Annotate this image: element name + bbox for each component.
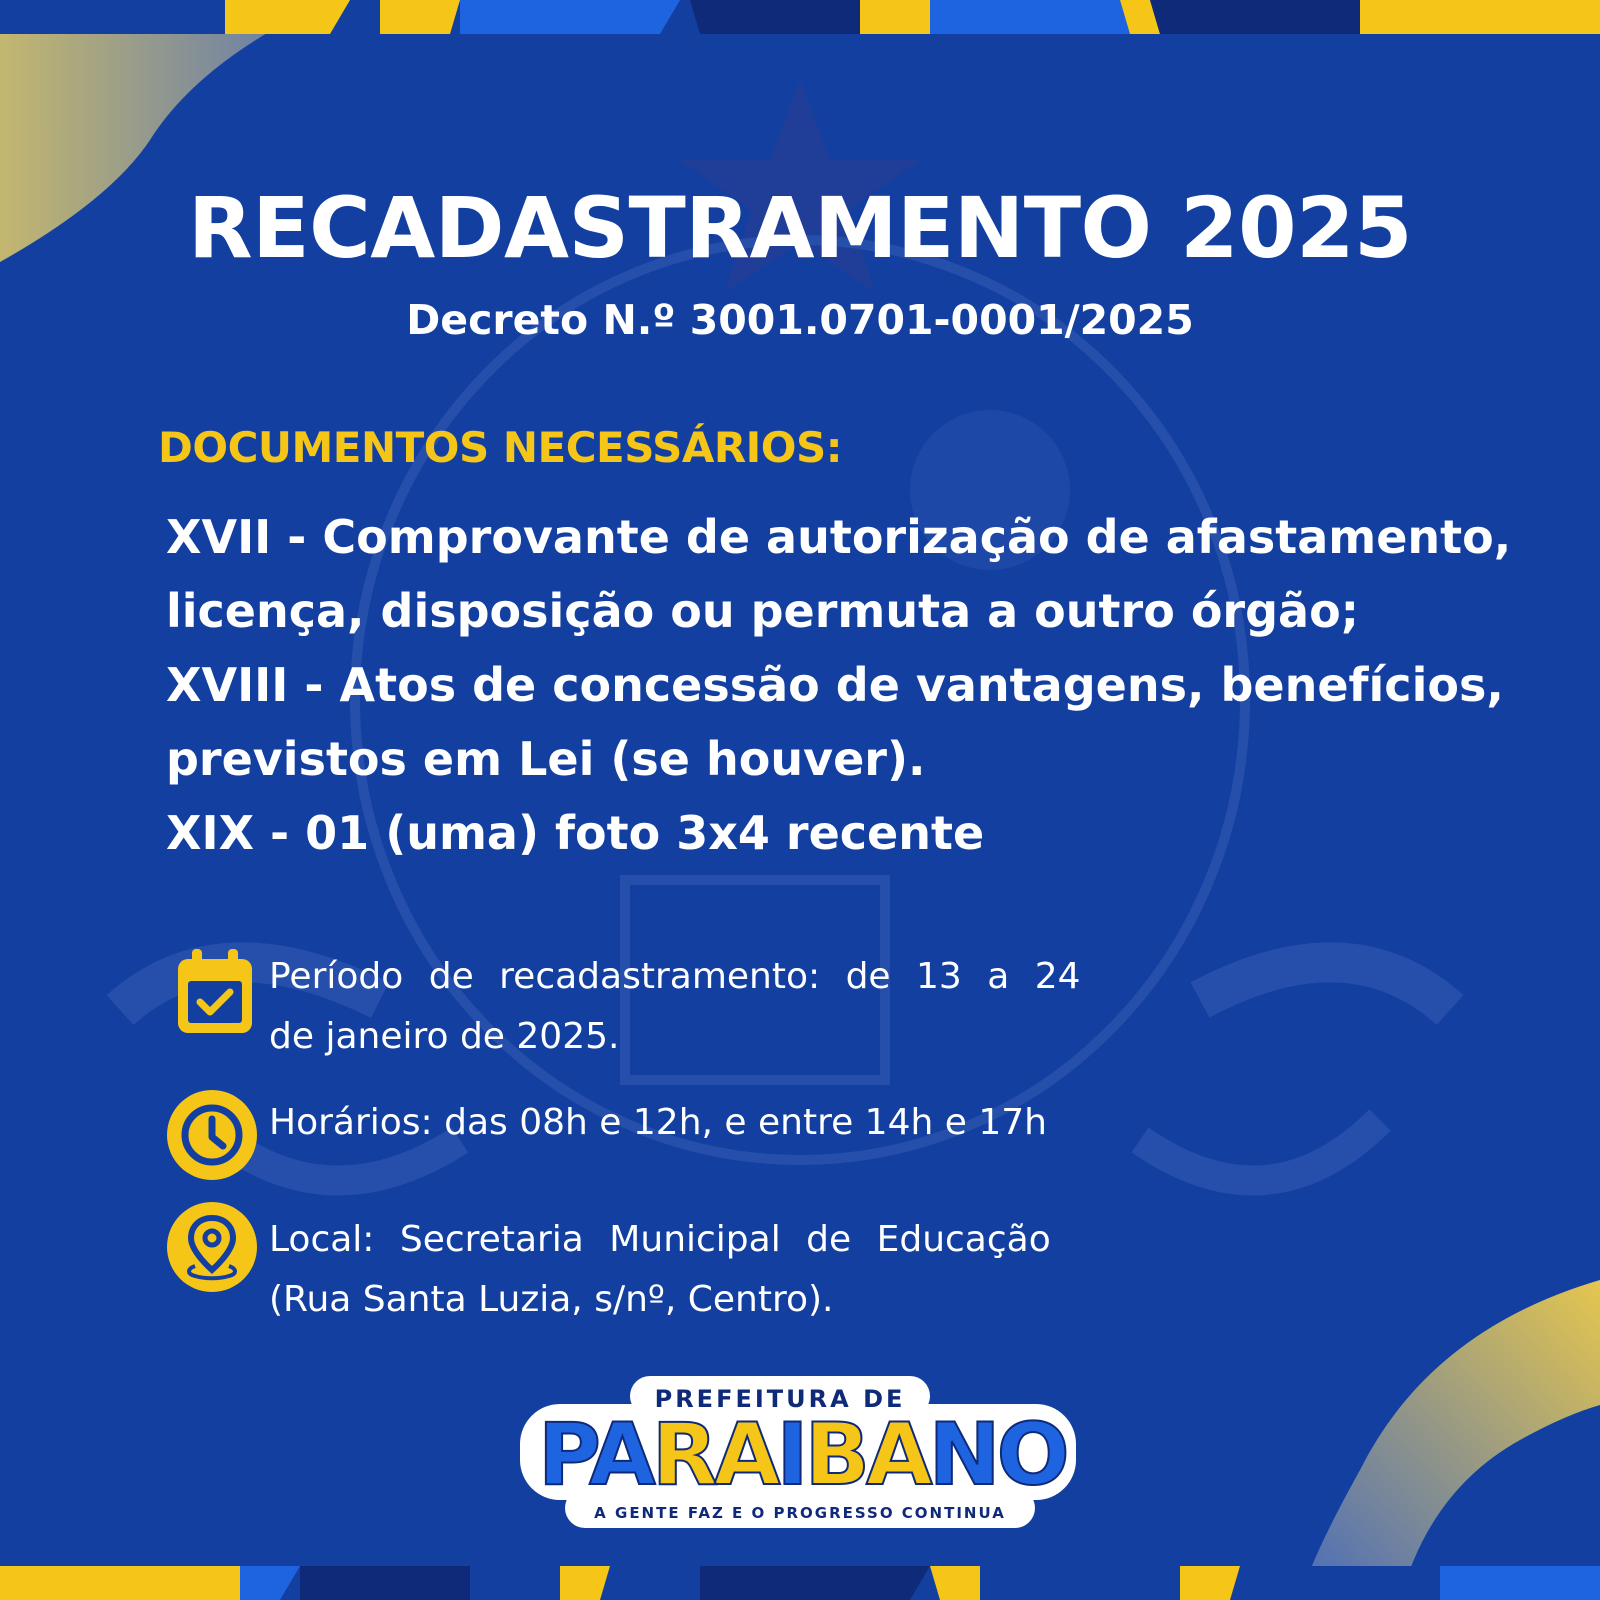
- document-line: XVIII - Atos de concessão de vantagens, benefícios,: [166, 658, 1504, 712]
- location-text: [269, 1210, 1051, 1330]
- logo-name-part: I: [776, 1405, 805, 1505]
- document-line: XVII - Comprovante de autorização de afastamento,: [166, 510, 1512, 564]
- period-line: de janeiro de 2025.: [269, 1016, 620, 1057]
- logo-name-part: RA: [651, 1405, 777, 1505]
- decree-number: Decreto N.º 3001.0701-0001/2025: [406, 296, 1194, 344]
- logo-name-part: BA: [804, 1405, 929, 1505]
- bottom-stripe-band: [0, 1566, 1600, 1600]
- hours-text: [269, 1093, 1047, 1153]
- calendar-check-icon: [170, 949, 260, 1039]
- page-title: RECADASTRAMENTO 2025: [188, 179, 1412, 277]
- logo-top-text: PREFEITURA DE: [654, 1385, 906, 1413]
- svg-text:PARAIBANO: [538, 1405, 1066, 1505]
- documents-list: [166, 500, 1512, 870]
- document-line: XIX - 01 (uma) foto 3x4 recente: [166, 806, 985, 860]
- document-line: previstos em Lei (se houver).: [166, 732, 926, 786]
- clock-icon: [165, 1088, 259, 1182]
- period-text: [269, 947, 1081, 1067]
- document-line: licença, disposição ou permuta a outro órgão;: [166, 584, 1360, 638]
- location-line: Local: Secretaria Municipal de Educação: [269, 1219, 1051, 1260]
- logo-name-part: NO: [928, 1405, 1066, 1505]
- hours-line: Horários: das 08h e 12h, e entre 14h e 17h: [269, 1102, 1047, 1143]
- top-stripe-band: [0, 0, 1600, 34]
- location-line: (Rua Santa Luzia, s/nº, Centro).: [269, 1279, 834, 1320]
- location-pin-icon: [165, 1200, 259, 1294]
- documents-heading: DOCUMENTOS NECESSÁRIOS:: [158, 423, 843, 472]
- logo-slogan: A GENTE FAZ E O PROGRESSO CONTINUA: [594, 1504, 1006, 1522]
- logo-name-part: PA: [538, 1405, 652, 1505]
- period-line: Período de recadastramento: de 13 a 24: [269, 956, 1081, 997]
- prefeitura-logo: [520, 1376, 1080, 1536]
